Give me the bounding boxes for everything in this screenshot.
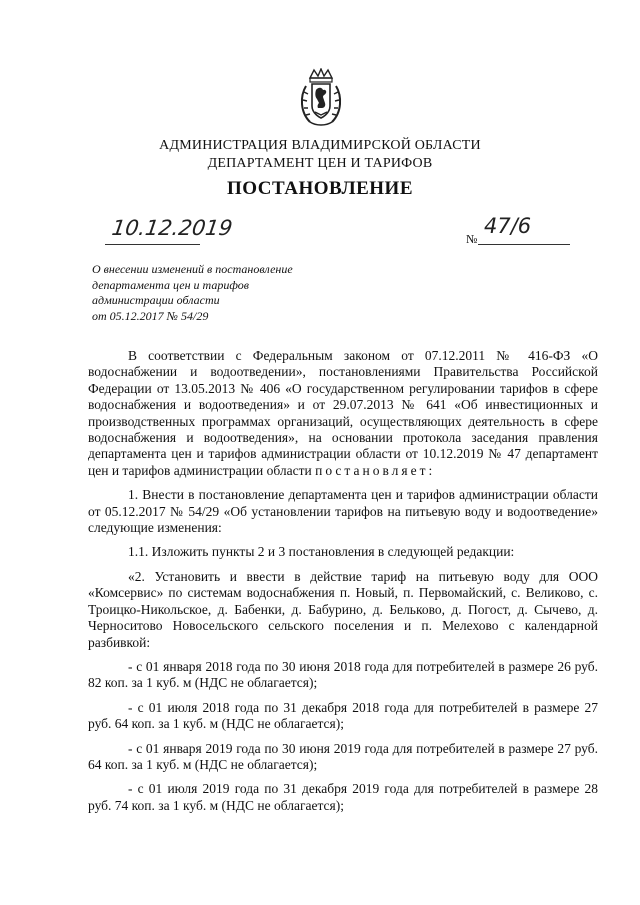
item-1-1-paragraph: 1.1. Изложить пункты 2 и 3 постановления в следующей редакции: bbox=[128, 544, 515, 560]
tariff-item: - с 01 июля 2019 года по 31 декабря 2019 года для потребителей в размере 28 руб. 74 коп. за 1 куб. м (НДС не облагается); bbox=[88, 781, 598, 813]
preamble-text: В соответствии с Федеральным законом от 07.12.2011 № 416-ФЗ «О водоснабжении и водоотведении», постановлениями Правительства Российской Федерации от 13.05.2013 № 406 «О государственном регулировании тарифов в сфере водоснабжения и водоотведения» и от 29.07.2013 № 641 «Об инвестиционных и производственных программах организаций, осуществляющих деятельность в сфере водоснабжения и водоотведения», на основании протокола заседания правления департамента цен и тарифов администрации области от 10.12.2019 № 47 департамент цен и тарифов администрации области bbox=[88, 348, 598, 478]
number-underline bbox=[478, 244, 570, 245]
item-2-paragraph: «2. Установить и ввести в действие тариф на питьевую воду для ООО «Комсервис» по системам водоснабжения п. Новый, п. Первомайский, с. Великово, с. Троицко-Никольское, д. Бабенки, д. Бабурино, д. Бельково, д. Погост, д. Сычево, д. Черноситово Новосельского сельского поселения и п. Мелехово с календарной разбивкой: bbox=[88, 568, 598, 650]
tariff-item: - с 01 января 2018 года по 30 июня 2018 года для потребителей в размере 26 руб. 82 коп. за 1 куб. м (НДС не облагается); bbox=[88, 658, 598, 691]
tariff-item: - с 01 января 2019 года по 30 июня 2019 года для потребителей в размере 27 руб. 64 коп. за 1 куб. м (НДС не облагается); bbox=[88, 740, 598, 772]
subject-line: О внесении изменений в постановление bbox=[92, 262, 293, 276]
tariff-item: - с 01 июля 2018 года по 31 декабря 2018 года для потребителей в размере 27 руб. 64 коп. за 1 куб. м (НДС не облагается); bbox=[88, 699, 598, 732]
document-subject bbox=[92, 262, 322, 324]
decree-word: постановляет: bbox=[315, 462, 436, 478]
department-name: ДЕПАРТАМЕНТ ЦЕН И ТАРИФОВ bbox=[207, 156, 433, 171]
date-underline bbox=[105, 244, 200, 245]
subject-line: от 05.12.2017 № 54/29 bbox=[92, 308, 209, 323]
document-body bbox=[88, 348, 598, 814]
document-number: 47/6 bbox=[484, 214, 532, 238]
document-date: 10.12.2019 bbox=[110, 216, 234, 240]
subject-line: администрации области bbox=[92, 293, 220, 307]
coat-of-arms-icon bbox=[298, 68, 344, 128]
preamble-paragraph bbox=[88, 348, 598, 479]
subject-line: департамента цен и тарифов bbox=[92, 277, 249, 292]
organization-name: АДМИНИСТРАЦИЯ ВЛАДИМИРСКОЙ ОБЛАСТИ bbox=[159, 138, 481, 153]
number-label: № bbox=[466, 232, 478, 246]
item-1-paragraph: 1. Внести в постановление департамента цен и тарифов администрации области от 05.12.2017 № 54/29 «Об установлении тарифов на питьевую воду и водоотведение» следующие изменения: bbox=[88, 487, 598, 536]
document-type-title: ПОСТАНОВЛЕНИЕ bbox=[226, 178, 414, 199]
